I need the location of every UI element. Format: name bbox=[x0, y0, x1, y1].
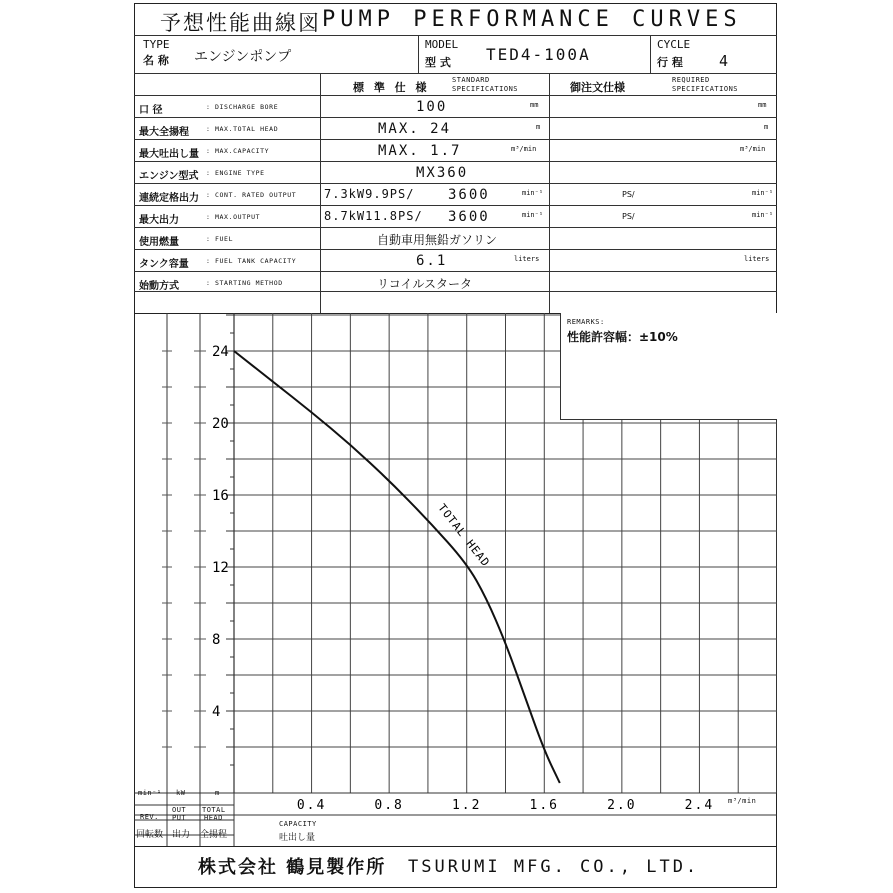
head-label-en-2: HEAD bbox=[204, 814, 223, 822]
spec-unit: m³/min bbox=[511, 145, 537, 153]
spec-label-jp: エンジン型式 bbox=[139, 171, 199, 182]
capacity-unit: m³/min bbox=[728, 797, 757, 805]
x-tick-label: 0.8 bbox=[374, 798, 404, 813]
spec-value: MAX. 24 bbox=[378, 121, 452, 137]
y-tick-label: 20 bbox=[212, 416, 229, 432]
spec-label-en: : ENGINE TYPE bbox=[206, 169, 265, 177]
output-label-en-2: PUT bbox=[172, 814, 187, 822]
required-unit: min⁻¹ bbox=[752, 189, 774, 197]
spec-label-en: : STARTING METHOD bbox=[206, 279, 283, 287]
required-unit: m bbox=[764, 123, 769, 131]
spec-value: MAX. 1.7 bbox=[378, 143, 462, 159]
required-unit: mm bbox=[758, 101, 767, 109]
cycle-label-en: CYCLE bbox=[657, 38, 691, 51]
spec-label-jp: タンク容量 bbox=[139, 259, 189, 270]
spec-unit: min⁻¹ bbox=[522, 189, 544, 197]
y-tick-label: 8 bbox=[212, 632, 221, 648]
spec-value: 7.3kW9.9PS/ bbox=[324, 187, 415, 201]
spec-label-jp: 使用燃量 bbox=[139, 237, 179, 248]
company-name-en: TSURUMI MFG. CO., LTD. bbox=[408, 857, 700, 877]
required-unit: liters bbox=[744, 255, 770, 263]
spec-value: 8.7kW11.8PS/ bbox=[324, 209, 423, 223]
title-en: PUMP PERFORMANCE CURVES bbox=[322, 7, 742, 32]
capacity-label-jp: 吐出し量 bbox=[279, 833, 316, 843]
spec-label-en: : CONT. RATED OUTPUT bbox=[206, 191, 297, 199]
y-tick-label: 4 bbox=[212, 704, 221, 720]
model-label-en: MODEL bbox=[425, 38, 459, 51]
required-spec-en-1: REQUIRED bbox=[672, 76, 710, 84]
spec-label-jp: 連続定格出力 bbox=[139, 193, 199, 204]
spec-label-en: : MAX.CAPACITY bbox=[206, 147, 270, 155]
x-tick-label: 0.4 bbox=[296, 798, 327, 813]
remarks-text: 性能許容幅：±10% bbox=[567, 330, 678, 344]
type-label-jp: 名 称 bbox=[143, 54, 169, 67]
x-tick-label: 1.6 bbox=[529, 798, 560, 813]
y-tick-label: 16 bbox=[212, 488, 229, 504]
remarks-label: REMARKS: bbox=[567, 318, 605, 326]
standard-spec-en-2: SPECIFICATIONS bbox=[452, 85, 519, 93]
spec-unit: m bbox=[536, 123, 541, 131]
spec-label-jp: 最大吐出し量 bbox=[139, 149, 199, 160]
capacity-label-en: CAPACITY bbox=[279, 820, 317, 828]
remarks-box bbox=[560, 313, 777, 420]
kw-unit: kW bbox=[176, 789, 186, 797]
spec-unit: min⁻¹ bbox=[522, 211, 544, 219]
type-label-en: TYPE bbox=[143, 38, 170, 51]
x-tick-label: 1.2 bbox=[451, 798, 482, 813]
required-value-mid: PS/ bbox=[622, 190, 635, 199]
rev-label-en: REV. bbox=[140, 813, 159, 821]
y-tick-label: 12 bbox=[212, 560, 229, 576]
spec-value: 自動車用無鉛ガソリン bbox=[377, 233, 498, 247]
spec-value: リコイルスタータ bbox=[377, 277, 473, 291]
x-tick-label: 2.4 bbox=[684, 798, 715, 813]
spec-value-rpm: 3600 bbox=[448, 209, 490, 225]
type-value: エンジンポンプ bbox=[194, 49, 292, 65]
x-tick-label: 2.0 bbox=[607, 798, 637, 813]
spec-label-en: : MAX.TOTAL HEAD bbox=[206, 125, 279, 133]
spec-value-rpm: 3600 bbox=[448, 187, 490, 203]
rev-unit: min⁻¹ bbox=[138, 789, 162, 797]
required-spec-en-2: SPECIFICATIONS bbox=[672, 85, 739, 93]
rev-label-jp: 回転数 bbox=[136, 830, 164, 840]
model-label-jp: 型 式 bbox=[425, 56, 451, 69]
head-label-jp: 全揚程 bbox=[200, 830, 228, 840]
head-unit: m bbox=[215, 789, 220, 797]
spec-label-en: : FUEL bbox=[206, 235, 234, 243]
standard-spec-jp: 標 準 仕 様 bbox=[353, 81, 430, 94]
standard-spec-en-1: STANDARD bbox=[452, 76, 490, 84]
required-unit: m³/min bbox=[740, 145, 766, 153]
output-label-en-1: OUT bbox=[172, 806, 187, 814]
required-unit: min⁻¹ bbox=[752, 211, 774, 219]
spec-value: 6.1 bbox=[416, 253, 448, 269]
output-label-jp: 出力 bbox=[172, 830, 191, 840]
spec-label-jp: 最大全揚程 bbox=[139, 127, 189, 138]
y-tick-label: 24 bbox=[212, 344, 229, 360]
cycle-value: 4 bbox=[719, 52, 729, 70]
company-name-jp: 株式会社 鶴見製作所 bbox=[198, 857, 387, 878]
spec-label-jp: 最大出力 bbox=[139, 215, 179, 226]
spec-unit: liters bbox=[514, 255, 540, 263]
spec-label-jp: 始動方式 bbox=[139, 281, 179, 292]
spec-value: MX360 bbox=[416, 165, 469, 181]
model-value: TED4-100A bbox=[486, 45, 591, 64]
spec-label-en: : MAX.OUTPUT bbox=[206, 213, 261, 221]
series-label: TOTAL HEAD bbox=[435, 501, 493, 570]
head-label-en-1: TOTAL bbox=[202, 806, 226, 814]
cycle-label-jp: 行 程 bbox=[657, 56, 683, 69]
required-value-mid: PS/ bbox=[622, 212, 635, 221]
spec-label-en: : FUEL TANK CAPACITY bbox=[206, 257, 297, 265]
required-spec-jp: 御注文仕様 bbox=[570, 81, 625, 94]
spec-value: 100 bbox=[416, 99, 448, 115]
spec-label-jp: 口 径 bbox=[139, 105, 163, 116]
spec-unit: mm bbox=[530, 101, 539, 109]
title-jp: 予想性能曲線図 bbox=[160, 11, 321, 35]
spec-label-en: : DISCHARGE BORE bbox=[206, 103, 279, 111]
